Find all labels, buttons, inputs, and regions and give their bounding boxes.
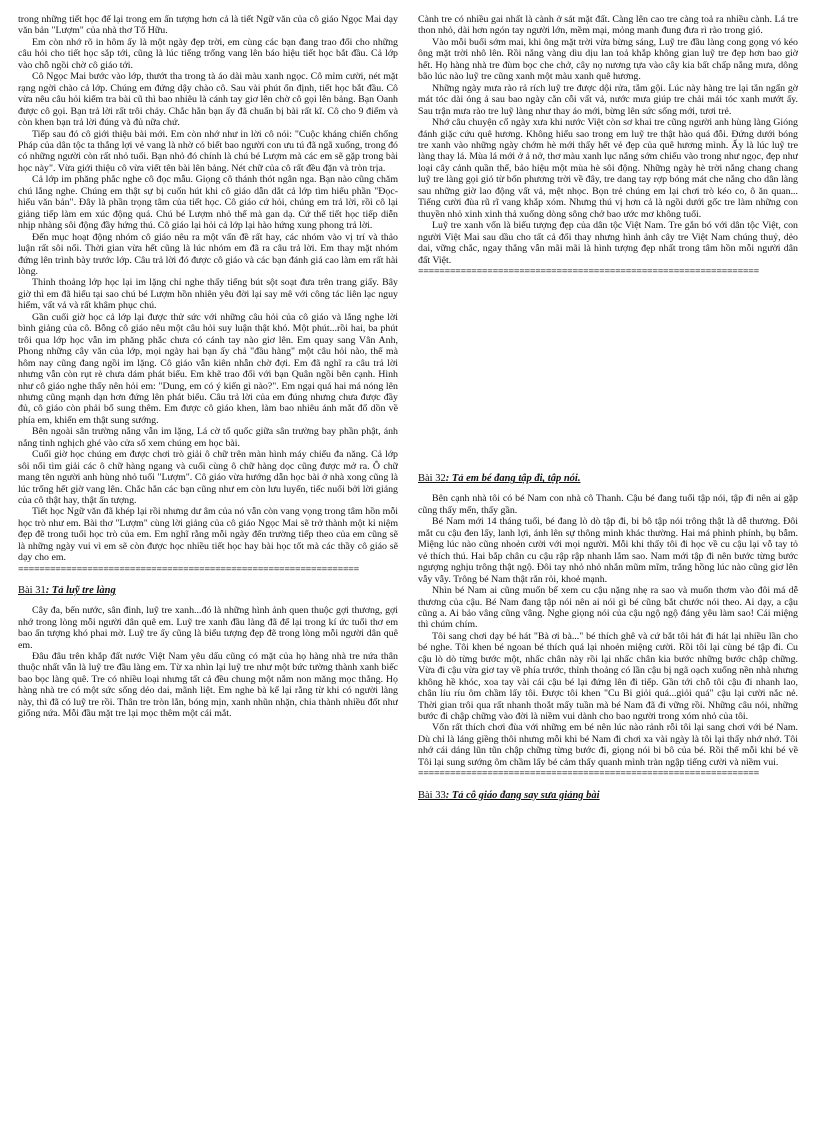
paragraph: Em còn nhớ rõ in hôm ấy là một ngày đẹp trời, em cùng các bạn đang trao đổi cho những câu hỏi cho tiết học sắp tới, cũng là lúc tiếng trống vang lên báo hiệu tiết học bắt đầu. Cả lớp vào chỗ ngồi chờ cô giáo tới. [18,36,398,71]
paragraph: Thỉnh thoảng lớp học lại im lặng chỉ nghe thấy tiếng bút sột soạt đưa trên trang giấy. Bây giờ thì em đã hiểu tại sao chú bé Lượm hồn nhiên yêu đời lại say mê với công tác liên lạc nguy hiểm, vất vả và rất khâm phục chú. [18,277,398,312]
left-column [18,14,398,1114]
paragraph: Luỹ tre xanh vốn là biểu tượng đẹp của dân tộc Việt Nam. Tre gắn bó với dân tộc Việt, con người Việt Mai sau dầu cho tất cả đổi thay nhưng hình ảnh cây tre Việt Nam chúng thuỷ, dẻo dai, vững chắc, ngay thẳng vẫn mãi mãi là hình tượng đẹp nhất trong tâm hồn mỗi người dân đất Việt. [418,220,798,266]
paragraph: Bé Nam mới 14 tháng tuổi, bé đang lò dò tập đi, bi bô tập nói trông thật là dễ thương. Đôi mắt cu cậu đen lấy, lanh lợi, ánh lên sự thông minh khác thường. Hai má phinh phính, bụ bẫm. Miệng lúc nào cũng nhoẻn cười với mọi người. Mỗi khi thấy tôi đi học về cu cậu lại vỗ tay tỏ vẻ thích thú. Hai bắp chân cu cậu rập rập nhanh lắm sao. Nam mới tập đi nên bước từng bước ngượng nghịu trông thật ngộ. Đôi tay nhỏ nhỏ nhắn mũm mĩm, trắng hồng lúc nào cũng giơ lên vẫy vẫy. Trông bé Nam thật rắn rỏi, khoẻ mạnh. [418,516,798,585]
document-page [18,14,800,1114]
right-column [418,14,798,1114]
section-heading-31 [18,585,398,597]
paragraph: Tiếp sau đó cô giới thiệu bài mới. Em còn nhớ như in lời cô nói: "Cuộc kháng chiến chống Pháp của dân tộc ta thắng lợi vẻ vang là nhờ có biết bao người con ưu tú đã ngã xuống, trong đó có những người còn rất nhỏ tuổi. Bạn nhỏ đó chính là chú bé Lượm mà các em sẽ gặp trong bài học này". Vừa giới thiệu cô vừa viết tên bài lên bảng. Nét chữ của cô rất đều đặn và tròn trịa. [18,128,398,174]
paragraph: Cả lớp im phăng phắc nghe cô đọc mẫu. Giọng cô thánh thót ngân nga. Bạn nào cũng chăm chú lắng nghe. Chúng em thật sự bị cuốn hút khi cô giáo dẫn dắt cả lớp tìm hiểu phần "Đọc- hiểu văn bản". Đây là phần trọng tâm của tiết học. Cô giáo cứ hỏi, chúng em trả lời, rồi cô lại giảng tiếp làm em xúc động quá. Chú bé Lượm nhỏ thế mà gan dạ. Cứ thế tiết học tiếp diễn nhịp nhàng sôi động đầy hứng thú. Cô giáo lại hỏi cả lớp lại hào hứng xung phong trả lời. [18,174,398,232]
paragraph: Cây đa, bến nước, sân đình, luỹ tre xanh...đó là những hình ảnh quen thuộc gợi thương, gợi nhớ trong lòng mỗi người dân quê em. Luỹ tre xanh đầu làng đã để lại trong kí ức tuổi thơ em bao ấn tượng khó phai mờ. Luỹ tre ấy cũng là biểu tượng đẹp đẽ trong lòng mỗi người dân quê em. [18,605,398,651]
paragraph: Tiết học Ngữ văn đã khép lại rồi nhưng dư âm của nó vẫn còn vang vọng trong tâm hồn mỗi học trò như em. Bài thơ "Lượm" cùng lời giảng của cô giáo Ngọc Mai sẽ trở thành một kỉ niệm đẹp đẽ trong tuổi học trò của em. Em nghĩ rằng mỗi ngày đến trường tiếp theo của em cũng sẽ là những ngày vui vì em sẽ còn được học nhiều tiết học hay bài học tốt mà các thầy cô giáo sẽ dạy cho em. [18,506,398,564]
separator-rule: ================================================================ [18,563,359,575]
paragraph: trong những tiết học để lại trong em ấn tượng hơn cả là tiết Ngữ văn của cô giáo Ngọc Mai dạy văn bản "Lượm" của nhà thơ Tố Hữu. [18,14,398,37]
paragraph: Cuối giờ học chúng em được chơi trò giải ô chữ trên màn hình máy chiếu đa năng. Cả lớp sôi nổi tìm giải các ô chữ hàng ngang và cuối cùng ô chữ hàng dọc cũng được mở ra. Ô chữ mang tên người anh hùng nhỏ tuổi "Lượm". Cô giáo vừa hướng dẫn học bài ở nhà xong cũng là lúc trống hết giờ vang lên. Chắc hẳn các bạn cũng như em còn lưu luyến, tiếc nuối bởi lời giảng của cô thật hay, thật ấn tượng. [18,449,398,507]
paragraph: Vốn rất thích chơi đùa với những em bé nên lúc nào rảnh rỗi tôi lại sang chơi với bé Nam. Dù chỉ là láng giềng thôi nhưng mỗi khi bé Nam đi chơi xa vài ngày là tôi lại thấy nhớ nhớ. Tôi nhớ cái dáng lũn tũn chập chững từng bước đi, giọng nói bi bô của bé. Rồi thế mỗi khi bé về Tôi lại sung sướng ôm chầm lấy bé cảm thấy quanh mình tràn ngập tiếng cười và niềm vui. [418,722,798,768]
section-label: Bài 31 [18,585,46,597]
paragraph: Nhớ câu chuyện cổ ngày xưa khi nước Việt còn sơ khai tre cũng người anh hùng làng Gióng đánh giặc cứu quê hương. Không hiểu sao trong em luỹ tre thật hào quá đỗi. Đứng dưới bóng tre xanh vào những ngày chớm hè mới thấy hết vẻ đẹp của quê hương mình. Ấy là lúc luỹ tre làng thay lá. Mùa lá mới ở ả nở, thơ màu xanh lục nắng sớm chiếu vào trong như ngọc, đẹp như loại cây cảnh quần thể, bảo hiệu một mùa hè sôi động. Những ngày hè trời nắng chang chang luỹ tre làng gọi gió từ bốn phương trời về đây, tre dang tay rợp bóng mát che nắng cho dân làng sau những giờ lao động vất vả, mệt nhọc. Bọn trẻ chúng em lại chơi trò kéo co, ô ăn quan... Tiếng cười đùa rũ rĩ vang khắp xóm. Nhưng thú vị hơn cả là ngồi dưới gốc tre làm những con thuyền nhỏ xinh xinh thả xuống dòng sông chở bao ước mơ không tuổi. [418,117,798,220]
paragraph: Tôi sang chơi dạy bé hát "Bà ơi bà..." bé thích ghê và cứ bắt tôi hát đi hát lại nhiều lần cho bé nghe. Tôi khen bé ngoan bé thích quá lại nhoẻn miệng cười. Rồi tôi lại cùng bé tập đi. Cu cậu lò dò từng bước một, nhấc chân này rồi lại nhấc chân kia bước những bước chập chững. Vừa đi cậu vừa giơ tay về phía trước, thỉnh thoảng có lần cậu bị ngã oạch xuống nền nhà nhưng không hề khóc, xoa tay vài cái cậu bé lại đứng lên đi tiếp. Gần tới chỗ tôi cậu đi nhanh lao, chân líu ríu ôm chầm lấy tôi. Được tôi khen "Cu Bi giỏi quá...giỏi quá" cậu lại cười nắc nẻ. Thời gian trôi qua rất nhanh thoắt mấy tuần mà bé Nam đã đi vững rồi. Những câu nói, những bước đi chập chững vào đời là niềm vui dành cho bao người trong xóm nhỏ của tôi. [418,630,798,723]
paragraph: Đâu đâu trên khắp đất nước Việt Nam yêu dấu cũng có mặt của họ hàng nhà tre nứa thân thuộc nhất vẫn là luỹ tre đầu làng em. Từ xa nhìn lại luỹ tre như một bức tường thành xanh biếc bao bọc làng quê. Tre có nhiều loại nhưng tất cả đều chung một nắm non măng mọc thẳng. Họ hàng nhà tre có một sức sống dẻo dai, mãnh liệt. Em nghe bà kể lại rằng từ khi có người làng này, thì đã có luỹ tre rồi. Thân tre tròn lẳn, bóng mịn, xanh nhũn nhặn, chia thành nhiều đốt như giống nứa. Mỗi đầu mặt tre lại mọc thêm một cái mắt. [18,651,398,720]
section-title: : Tả luỹ tre làng [45,585,116,597]
paragraph: Cành tre có nhiều gai nhất là cành ở sát mặt đất. Càng lên cao tre càng toả ra nhiều cành. Lá tre thon nhỏ, dài hơn ngón tay người lớn, mềm mại, mỏng manh đung đưa rì rào trong gió. [418,14,798,37]
paragraph: Vào mỗi buổi sớm mai, khi ông mặt trời vừa bừng sáng, Luỹ tre đầu làng cong gọng vó kéo ông mặt trời nhô lên. Rồi nắng vàng dìu dịu lan toả khắp không gian luỹ tre đẹp hơn bao giờ hết. Họ hàng nhà tre đùm bọc che chở, cây nọ nương tựa vào cây kia bất chấp nắng mưa, dông bão lúc nào luỹ tre cũng xanh một màu xanh quê hương. [418,36,798,83]
section-label: Bài 32 [418,473,446,485]
separator-rule: ================================================================ [418,768,759,780]
paragraph: Bên cạnh nhà tôi có bé Nam con nhà cô Thanh. Cậu bé đang tuổi tập nói, tập đi nên ai gặp cũng thấy mến, thấy gần. [418,493,798,516]
paragraph: Bên ngoài sân trường nắng vẫn im lặng, Lá cờ tổ quốc giữa sân trường bay phần phật, ánh nắng tinh nghịch ghé vào cửa sổ xem chúng em học bài. [18,426,398,449]
paragraph: Đến mục hoạt động nhóm cô giáo nêu ra một vấn đề rất hay, các nhóm vào vị trí và thảo luận rất sôi nổi. Thời gian vừa hết cũng là lúc nhóm em đã ra câu trả lời. Em thay mặt nhóm đứng lên trình bày trước lớp. Câu trả lời đó được cô giáo và các bạn đánh giá cao làm em rất hài lòng. [18,231,398,277]
paragraph: Những ngày mưa rào rả rích luỹ tre được dội rửa, tắm gội. Lúc này hàng tre lại tắn ngẩn gờ mát tóc dài óng ả sau bao ngày cằn cỗi vất vả, nước mưa giúp tre chải mái tóc xanh mướt ấy. Sau trận mưa rào tre luỹ làng như thay áo mới, bừng lên sức sống mới, tươi trẻ. [418,82,798,117]
section-title: : Tả cô giáo đang say sưa giảng bài [445,789,600,801]
paragraph: Gần cuối giờ học cả lớp lại được thử sức với những câu hỏi của cô giáo và lắng nghe lời bình giảng của cô. Bỗng cô giáo nêu một câu hỏi suy luận thật khó. Một phút...rồi hai, ba phút trôi qua lớp học vẫn im phăng phắc chưa có cánh tay nào giơ lên. Em quay sang Vân Anh, Phong những cây văn của lớp, mọi ngày hai bạn ấy chả "đầu hàng" một câu hỏi nào, thế mà hôm nay cũng đang ngồi im lặng. Cô giáo vẫn kiên nhẫn chờ đợi. Em đã nghĩ ra câu trả lời nhưng vẫn còn rụt rè chưa dám phát biểu. Em khẽ trao đổi với bạn Quân ngồi bên cạnh. Hình như cô giáo nghe thấy nên hỏi em: "Dung, em có ý kiến gì nào?". Em ngại quá hai má nóng lên nhưng cũng mạnh dạn hơn đứng lên phát biểu. Câu trả lời của em đúng nhưng chưa được đầy đủ, cô giáo còn phải bổ sung thêm. Em được cô giáo khen, làm bao nhiêu ánh mắt đổ dồn về phía em, khiến em thật sung sướng. [18,311,398,426]
section-label: Bài 33 [418,789,446,801]
section-heading-33 [418,790,798,802]
paragraph: Cô Ngọc Mai bước vào lớp, thướt tha trong tà áo dài màu xanh ngọc. Cô mỉm cười, nét mặt rạng ngời chào cả lớp. Chúng em đứng dậy chào cô. Sau vài phút ổn định, tiết học bắt đầu. Cô vừa nêu câu hỏi kiểm tra bài cũ thì bao nhiêu là cánh tay giơ lên chờ cô gọi lên bảng. Bạn Oanh được cô gọi. Bạn trả lời rất trôi chảy. Chắc hẳn bạn ấy đã chuẩn bị bài rất kĩ. Cô cho 9 điểm và còn khen bạn trả lời đúng và đủ nữa chứ. [18,71,398,129]
section-title: : Tả em bé đang tập đi, tập nói. [445,473,581,485]
section-heading-32 [418,473,798,485]
separator-rule: ================================================================ [418,265,759,277]
blank-space [418,277,798,463]
paragraph: Nhìn bé Nam ai cũng muốn bế xem cu cậu nặng nhẹ ra sao và muốn thơm vào đôi má dễ thương của cậu. Bé Nam đang tập nói nên ai nói gì bé cũng bắt chước nói theo. Ai dạy, a cậu cũng a. Ai bảo vâng cũng vâng. Nghe giọng nói của cậu ngộ ngộ đáng yêu làm sao! Cái miệng thì chúm chím. [418,585,798,631]
